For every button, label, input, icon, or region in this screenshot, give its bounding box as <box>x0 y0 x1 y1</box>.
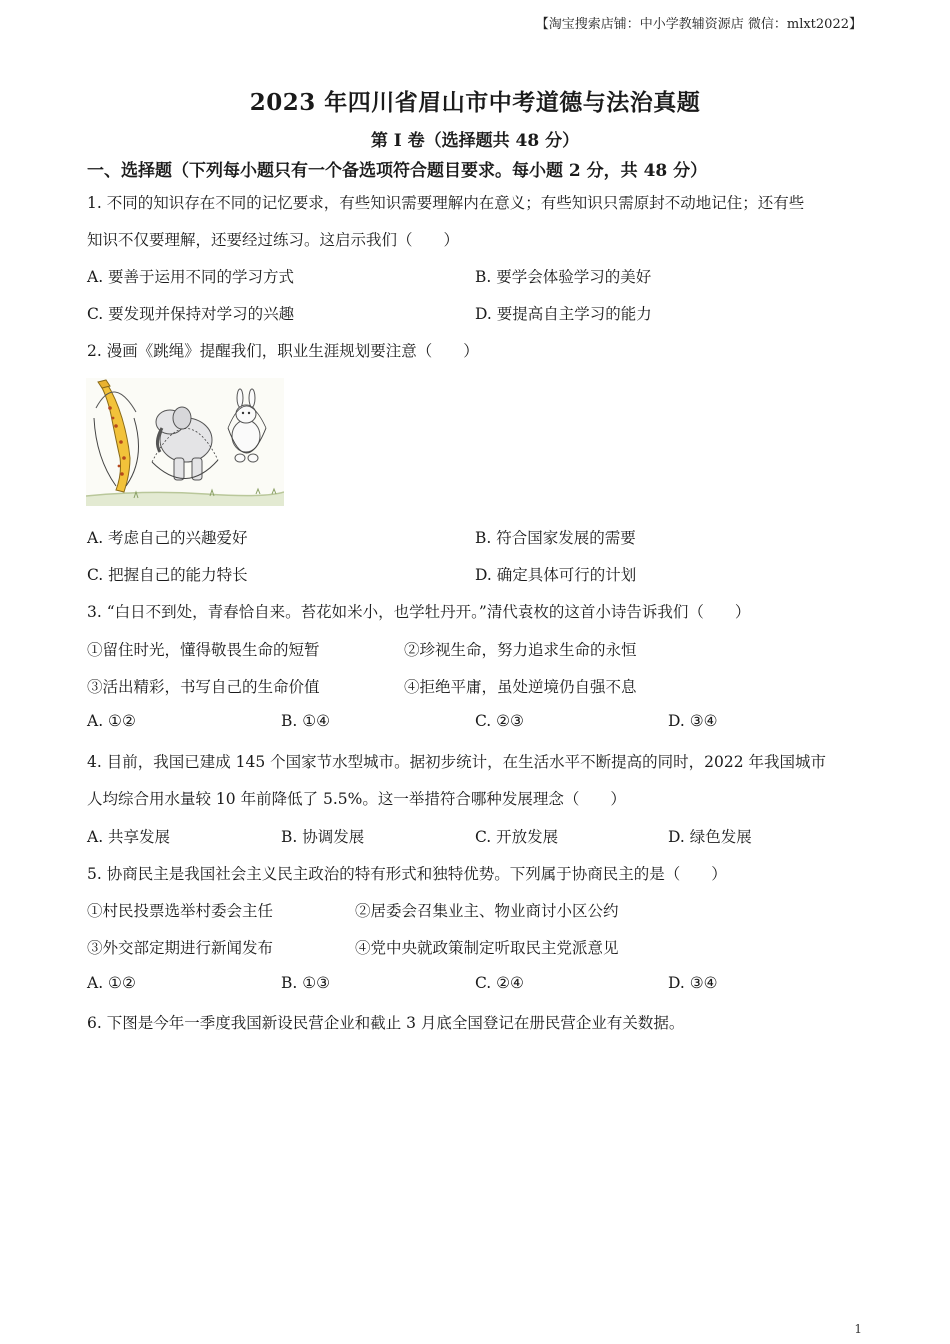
q5-stem: 5. 协商民主是我国社会主义民主政治的特有形式和独特优势。下列属于协商民主的是（ ） <box>87 865 727 883</box>
q4-option-d: D. 绿色发展 <box>668 828 752 846</box>
q3-option-a: A. ①② <box>87 712 136 730</box>
q5-statement-2: ②居委会召集业主、物业商讨小区公约 <box>355 902 619 920</box>
section-heading: 一、选择题（下列每小题只有一个备选项符合题目要求。每小题 2 分，共 48 分） <box>87 161 708 181</box>
q2-option-a: A. 考虑自己的兴趣爱好 <box>87 529 248 547</box>
q4-option-c: C. 开放发展 <box>475 828 559 846</box>
header-note: 【淘宝搜索店铺：中小学教辅资源店 微信：mlxt2022】 <box>535 17 862 32</box>
q5-option-c: C. ②④ <box>475 974 524 992</box>
q3-statement-4: ④拒绝平庸，虽处逆境仍自强不息 <box>404 678 637 696</box>
q2-option-d: D. 确定具体可行的计划 <box>475 566 637 584</box>
page-subtitle: 第 I 卷（选择题共 48 分） <box>370 131 580 151</box>
q1-option-d: D. 要提高自主学习的能力 <box>475 305 652 323</box>
q5-option-a: A. ①② <box>87 974 136 992</box>
q1-option-b: B. 要学会体验学习的美好 <box>475 268 652 286</box>
q3-option-b: B. ①④ <box>281 712 331 730</box>
page-title: 2023 年四川省眉山市中考道德与法治真题 <box>249 89 701 116</box>
q3-statement-2: ②珍视生命，努力追求生命的永恒 <box>404 641 637 659</box>
q1-stem-line1: 1. 不同的知识存在不同的记忆要求，有些知识需要理解内在意义；有些知识只需原封不动地记住；还有些 <box>87 194 805 212</box>
q4-stem-line1: 4. 目前，我国已建成 145 个国家节水型城市。据初步统计，在生活水平不断提高的同时，2022 年我国城市 <box>87 753 827 771</box>
q5-option-d: D. ③④ <box>668 974 718 992</box>
q2-option-c: C. 把握自己的能力特长 <box>87 566 248 584</box>
q3-stem: 3. “白日不到处，青春恰自来。苔花如米小，也学牡丹开。”清代袁枚的这首小诗告诉我们（ ） <box>87 603 751 621</box>
q4-stem-line2: 人均综合用水量较 10 年前降低了 5.5%。这一举措符合哪种发展理念（ ） <box>87 790 626 808</box>
q5-statement-4: ④党中央就政策制定听取民主党派意见 <box>355 939 619 957</box>
q5-statement-3: ③外交部定期进行新闻发布 <box>87 939 274 957</box>
q4-option-a: A. 共享发展 <box>87 828 171 846</box>
q4-option-b: B. 协调发展 <box>281 828 365 846</box>
q6-stem: 6. 下图是今年一季度我国新设民营企业和截止 3 月底全国登记在册民营企业有关数据。 <box>87 1014 685 1032</box>
q3-statement-3: ③活出精彩，书写自己的生命价值 <box>87 678 320 696</box>
q1-option-c: C. 要发现并保持对学习的兴趣 <box>87 305 295 323</box>
q3-option-c: C. ②③ <box>475 712 524 730</box>
q1-option-a: A. 要善于运用不同的学习方式 <box>87 268 295 286</box>
q2-stem: 2. 漫画《跳绳》提醒我们，职业生涯规划要注意（ ） <box>87 342 479 360</box>
q5-statement-1: ①村民投票选举村委会主任 <box>87 902 274 920</box>
q3-option-d: D. ③④ <box>668 712 718 730</box>
page-number: 1 <box>854 1322 862 1336</box>
q5-option-b: B. ①③ <box>281 974 331 992</box>
q3-statement-1: ①留住时光，懂得敬畏生命的短暂 <box>87 641 320 659</box>
q1-stem-line2: 知识不仅要理解，还要经过练习。这启示我们（ ） <box>87 231 460 249</box>
q2-option-b: B. 符合国家发展的需要 <box>475 529 636 547</box>
jump-rope-cartoon <box>86 378 284 506</box>
